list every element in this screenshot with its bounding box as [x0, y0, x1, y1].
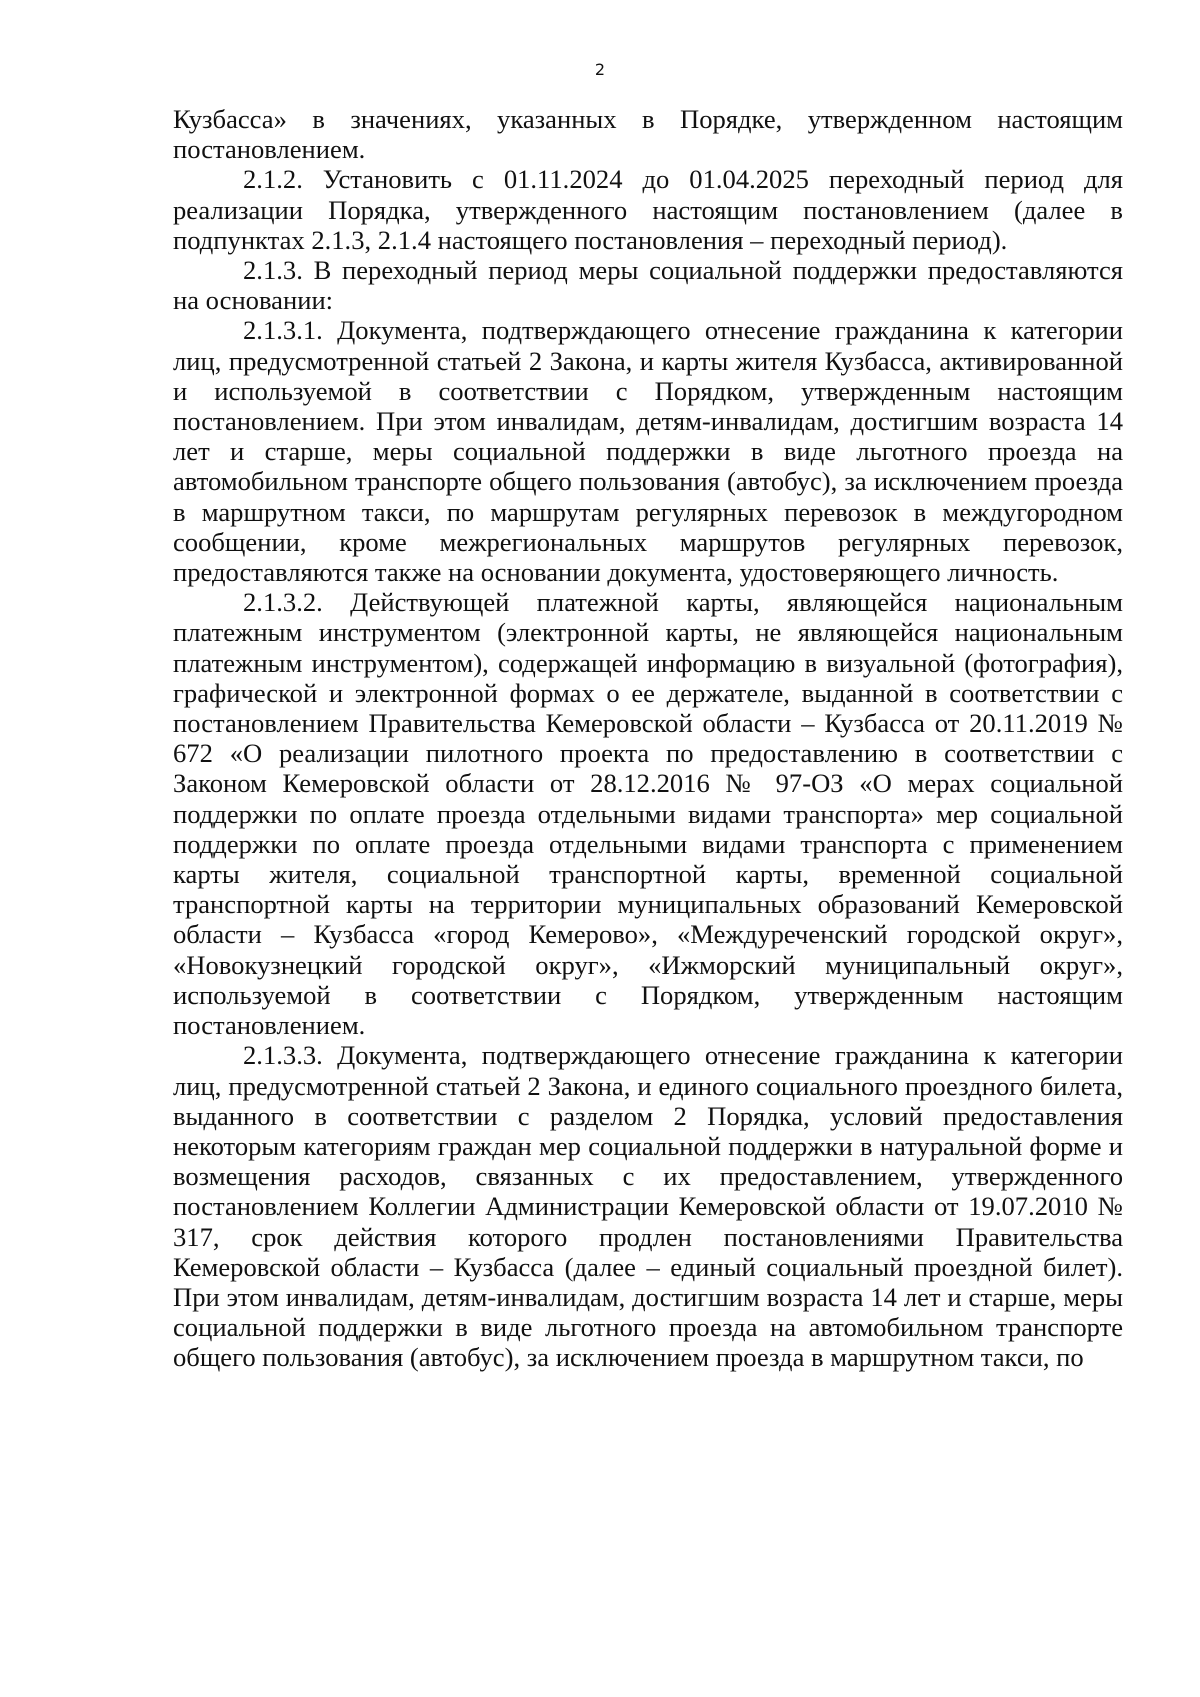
- paragraph-continuation: Кузбасса» в значениях, указанных в Порядке, утвержденном настоящим постановлением.: [173, 104, 1123, 165]
- document-body: [173, 104, 1123, 1373]
- paragraph-2-1-3-2: 2.1.3.2. Действующей платежной карты, являющейся национальным платежным инструментом (электронной карты, не являющейся национальным платежным инструментом), содержащей информацию в визуальной (фотография), графической и электронной формах о ее держателе, выданной в соответствии с постановлением Правительства Кемеровской области – Кузбасса от 20.11.2019 № 672 «О реализации пилотного проекта по предоставлению в соответствии с Законом Кемеровской области от 28.12.2016 № 97-ОЗ «О мерах социальной поддержки по оплате проезда отдельными видами транспорта» мер социальной поддержки по оплате проезда отдельными видами транспорта с применением карты жителя, социальной транспортной карты, временной социальной транспортной карты на территории муниципальных образований Кемеровской области – Кузбасса «город Кемерово», «Междуреченский городской округ», «Новокузнецкий городской округ», «Ижморский муниципальный округ», используемой в соответствии с Порядком, утвержденным настоящим постановлением.: [173, 587, 1123, 1041]
- paragraph-2-1-3: 2.1.3. В переходный период меры социальной поддержки предоставляются на основании:: [173, 255, 1123, 316]
- paragraph-2-1-2: 2.1.2. Установить с 01.11.2024 до 01.04.2025 переходный период для реализации Порядка, утвержденного настоящим постановлением (далее в подпунктах 2.1.3, 2.1.4 настоящего постановления – переходный период).: [173, 164, 1123, 255]
- paragraph-2-1-3-1: 2.1.3.1. Документа, подтверждающего отнесение гражданина к категории лиц, предусмотренной статьей 2 Закона, и карты жителя Кузбасса, активированной и используемой в соответствии с Порядком, утвержденным настоящим постановлением. При этом инвалидам, детям-инвалидам, достигшим возраста 14 лет и старше, меры социальной поддержки в виде льготного проезда на автомобильном транспорте общего пользования (автобус), за исключением проезда в маршрутном такси, по маршрутам регулярных перевозок в междугородном сообщении, кроме межрегиональных маршрутов регулярных перевозок, предоставляются также на основании документа, удостоверяющего личность.: [173, 315, 1123, 588]
- page-number: 2: [594, 60, 606, 79]
- paragraph-2-1-3-3: 2.1.3.3. Документа, подтверждающего отнесение гражданина к категории лиц, предусмотренной статьей 2 Закона, и единого социального проездного билета, выданного в соответствии с разделом 2 Порядка, условий предоставления некоторым категориям граждан мер социальной поддержки в натуральной форме и возмещения расходов, связанных с их предоставлением, утвержденного постановлением Коллегии Администрации Кемеровской области от 19.07.2010 № 317, срок действия которого продлен постановлениями Правительства Кемеровской области – Кузбасса (далее – единый социальный проездной билет). При этом инвалидам, детям-инвалидам, достигшим возраста 14 лет и старше, меры социальной поддержки в виде льготного проезда на автомобильном транспорте общего пользования (автобус), за исключением проезда в маршрутном такси, по: [173, 1040, 1123, 1373]
